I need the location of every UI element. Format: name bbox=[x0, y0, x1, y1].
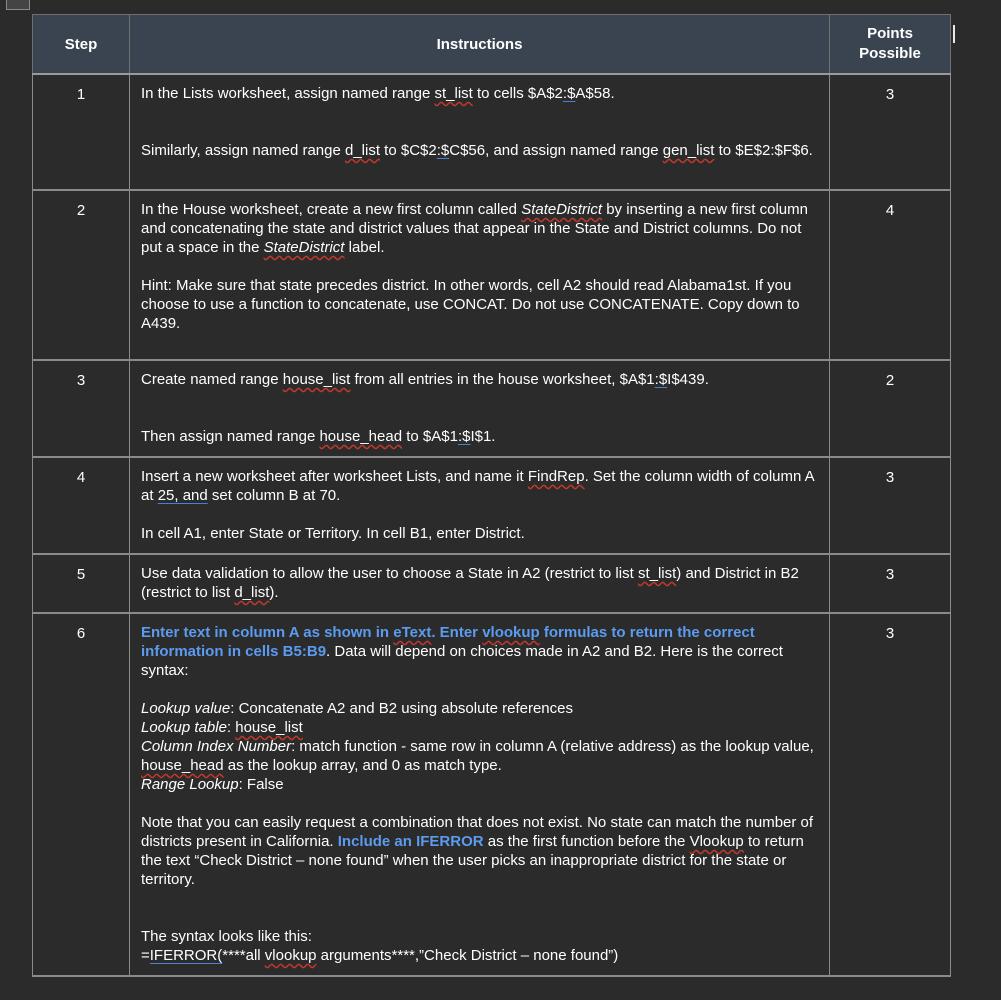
text-run: Create named range bbox=[141, 371, 283, 388]
text-run: Insert a new worksheet after worksheet Lists, and name it bbox=[141, 468, 528, 485]
text-run: In the Lists worksheet, assign named range bbox=[141, 85, 435, 102]
underlined-text: :$ bbox=[436, 142, 450, 159]
highlighted-text: Include an IFERROR bbox=[337, 833, 484, 850]
instruction-paragraph bbox=[141, 427, 819, 446]
underlined-text: :$ bbox=[654, 371, 668, 388]
syntax-formula bbox=[141, 946, 819, 965]
text-run: Use data validation to allow the user to choose a State in A2 (restrict to list bbox=[141, 565, 638, 582]
instruction-paragraph bbox=[141, 564, 819, 602]
points-value: 2 bbox=[830, 360, 951, 457]
header-row bbox=[33, 15, 951, 75]
named-range-term: house_head bbox=[141, 757, 224, 774]
named-range-term: house_list bbox=[282, 371, 351, 388]
text-run: ****all bbox=[222, 947, 265, 964]
text-run: to return the text “Check District – none found” when the user picks an inappropriate district for the state or territory. bbox=[141, 833, 804, 888]
step-number: 5 bbox=[33, 554, 130, 613]
hint-paragraph: Hint: Make sure that state precedes district. In other words, cell A2 should read Alabama1st. If you choose to use a function to concatenate, use CONCAT. Do not use CONCATENATE. Copy down to A439. bbox=[141, 277, 800, 332]
instruction-paragraph bbox=[141, 200, 819, 257]
instructions-cell bbox=[130, 457, 830, 554]
syntax-lookup-table bbox=[141, 718, 819, 737]
table-row-step-5 bbox=[33, 554, 951, 613]
highlighted-text: . Enter bbox=[431, 624, 483, 641]
header-points-line1: Points bbox=[867, 25, 913, 42]
underlined-text: IFERROR( bbox=[149, 947, 223, 964]
text-cursor bbox=[953, 25, 955, 43]
named-range-term: house_list bbox=[235, 719, 303, 736]
steps-table bbox=[32, 14, 951, 977]
text-run: as the lookup array, and 0 as match type. bbox=[223, 757, 502, 774]
points-value: 4 bbox=[830, 190, 951, 360]
instruction-paragraph bbox=[141, 84, 819, 103]
worksheet-name-term: FindRep bbox=[527, 468, 585, 485]
points-value: 3 bbox=[830, 457, 951, 554]
text-run: . Set the column width of column A at bbox=[141, 468, 814, 504]
syntax-label: Range Lookup bbox=[141, 776, 239, 793]
window-icon bbox=[6, 0, 30, 10]
text-run: label. bbox=[344, 239, 385, 256]
text-run: : False bbox=[238, 776, 284, 793]
text-run: ) and District in B2 (restrict to list bbox=[141, 565, 799, 601]
header-points-line2: Possible bbox=[859, 45, 921, 62]
syntax-intro: The syntax looks like this: bbox=[141, 928, 312, 945]
text-run: arguments****,”Check District – none found”) bbox=[316, 947, 619, 964]
instructions-cell bbox=[130, 554, 830, 613]
points-value: 3 bbox=[830, 613, 951, 976]
text-run: : Concatenate A2 and B2 using absolute references bbox=[230, 700, 573, 717]
points-value: 3 bbox=[830, 554, 951, 613]
instruction-paragraph bbox=[141, 141, 819, 160]
header-points bbox=[830, 15, 951, 75]
column-label-term: StateDistrict bbox=[521, 201, 603, 218]
named-range-term: d_list bbox=[344, 142, 381, 159]
syntax-label: Lookup value bbox=[141, 700, 231, 717]
highlighted-text: Enter text in column A as shown in bbox=[141, 624, 394, 641]
instructions-cell bbox=[130, 613, 830, 976]
function-term: vlookup bbox=[264, 947, 317, 964]
text-run: . Data will depend on choices made in A2 and B2. Here is the correct syntax: bbox=[141, 643, 783, 679]
highlighted-text: vlookup bbox=[482, 624, 540, 641]
instruction-paragraph bbox=[141, 623, 819, 680]
named-range-term: d_list bbox=[234, 584, 270, 601]
instruction-paragraph bbox=[141, 467, 819, 505]
text-run: : bbox=[226, 719, 236, 736]
table-row-step-1 bbox=[33, 74, 951, 190]
step-number: 4 bbox=[33, 457, 130, 554]
text-run: from all entries in the house worksheet, $A$1 bbox=[350, 371, 655, 388]
syntax-label: Column Index Number bbox=[141, 738, 292, 755]
highlighted-text: formulas to return the correct information in cells B5:B9 bbox=[141, 624, 755, 660]
syntax-label: Lookup table bbox=[141, 719, 227, 736]
table-row-step-2 bbox=[33, 190, 951, 360]
text-run: : match function - same row in column A (relative address) as the lookup value, bbox=[291, 738, 814, 755]
note-paragraph bbox=[141, 813, 819, 889]
text-run: = bbox=[141, 947, 150, 964]
text-run: A$58. bbox=[575, 85, 615, 102]
function-term: Vlookup bbox=[689, 833, 744, 850]
syntax-column-index bbox=[141, 737, 819, 775]
table-row-step-4 bbox=[33, 457, 951, 554]
text-run: In the House worksheet, create a new first column called bbox=[141, 201, 522, 218]
step-number: 6 bbox=[33, 613, 130, 976]
text-run: by inserting a new first column and concatenating the state and district values that appear in the State and District columns. Do not put a space in the bbox=[141, 201, 808, 256]
text-run: Note that you can easily request a combination that does not exist. No state can match the number of districts present in California. bbox=[141, 814, 814, 850]
text-run: to $E$2:$F$6. bbox=[714, 142, 813, 159]
text-run: C$56, and assign named range bbox=[449, 142, 663, 159]
underlined-text: :$ bbox=[457, 428, 471, 445]
text-run: set column B at 70. bbox=[207, 487, 341, 504]
named-range-term: st_list bbox=[434, 85, 473, 102]
text-run: ). bbox=[269, 584, 279, 601]
text-run: I$439. bbox=[667, 371, 709, 388]
syntax-lookup-value bbox=[141, 699, 819, 718]
text-run: Similarly, assign named range bbox=[141, 142, 345, 159]
points-value: 3 bbox=[830, 74, 951, 190]
instruction-paragraph bbox=[141, 370, 819, 389]
text-run: as the first function before the bbox=[483, 833, 690, 850]
instructions-cell bbox=[130, 74, 830, 190]
header-step: Step bbox=[33, 15, 130, 75]
highlighted-text: eText bbox=[393, 624, 432, 641]
underlined-text: :$ bbox=[562, 85, 576, 102]
instructions-cell bbox=[130, 190, 830, 360]
text-run: Then assign named range bbox=[141, 428, 320, 445]
named-range-term: st_list bbox=[637, 565, 677, 582]
header-instructions: Instructions bbox=[130, 15, 830, 75]
step-number: 2 bbox=[33, 190, 130, 360]
text-run: to cells $A$2 bbox=[472, 85, 563, 102]
step-number: 1 bbox=[33, 74, 130, 190]
named-range-term: gen_list bbox=[662, 142, 715, 159]
underlined-text: 25, and bbox=[157, 487, 208, 504]
table-row-step-6 bbox=[33, 613, 951, 976]
syntax-range-lookup bbox=[141, 775, 819, 794]
text-run: to $C$2 bbox=[380, 142, 437, 159]
step-number: 3 bbox=[33, 360, 130, 457]
table-row-step-3 bbox=[33, 360, 951, 457]
named-range-term: house_head bbox=[319, 428, 403, 445]
instructions-cell bbox=[130, 360, 830, 457]
text-run: I$1. bbox=[470, 428, 496, 445]
text-run: to $A$1 bbox=[402, 428, 458, 445]
window-title-fragment bbox=[34, 0, 164, 4]
instruction-paragraph: In cell A1, enter State or Territory. In cell B1, enter District. bbox=[141, 525, 525, 542]
column-label-term: StateDistrict bbox=[263, 239, 345, 256]
